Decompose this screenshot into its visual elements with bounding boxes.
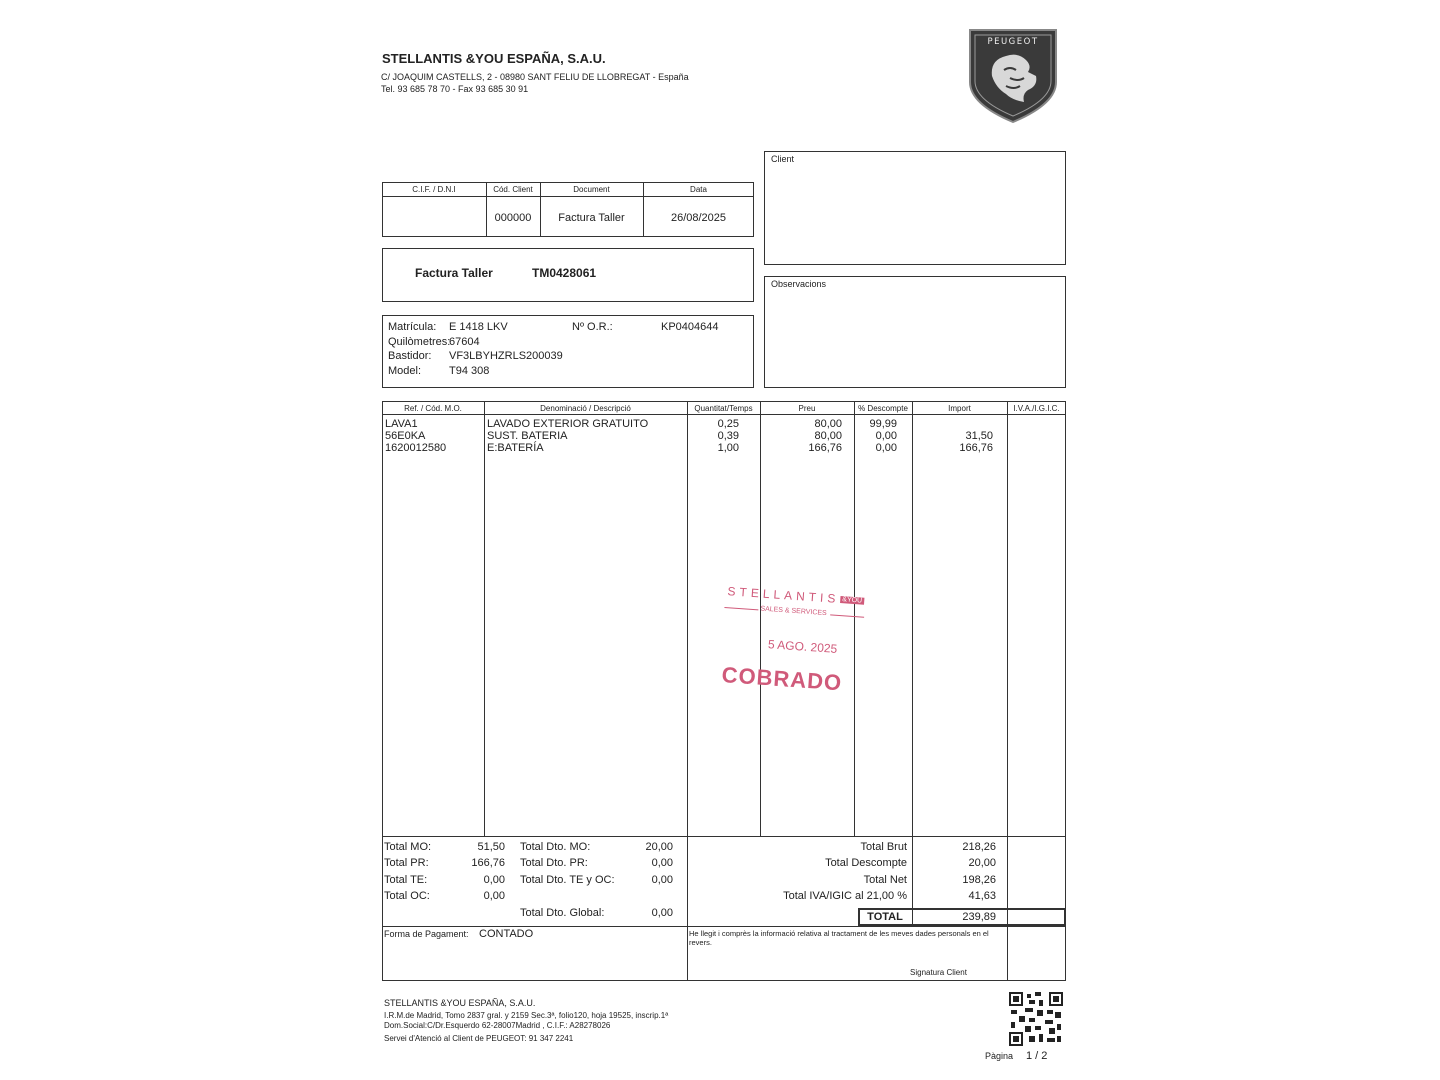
page-number: 1 / 2 — [1026, 1050, 1048, 1062]
vin-value: VF3LBYHZRLS200039 — [449, 350, 563, 362]
vin-label: Bastidor: — [388, 350, 432, 362]
date-value: 26/08/2025 — [670, 212, 727, 224]
client-code-label: Cód. Client — [493, 185, 533, 194]
table-row-discount: 99,99 — [869, 418, 897, 430]
cif-label: C.I.F. / D.N.I — [412, 185, 456, 194]
total-net-label: Total Net — [863, 874, 907, 886]
logo-brand: PEUGEOT — [987, 37, 1039, 47]
km-value: 67604 — [449, 336, 480, 348]
table-row-ref: LAVA1 — [385, 418, 418, 430]
observations-label: Observacions — [771, 279, 827, 289]
total-dto-global-value: 0,00 — [651, 907, 673, 919]
total-net-value: 198,26 — [962, 874, 996, 886]
col-description: Denominació / Descripció — [540, 404, 631, 413]
total-oc-label: Total OC: — [384, 890, 430, 902]
stamp-status: COBRADO — [720, 661, 844, 696]
observations-box — [764, 276, 1066, 388]
footer-company: STELLANTIS &YOU ESPAÑA, S.A.U. — [384, 998, 536, 1008]
model-label: Model: — [388, 365, 422, 377]
total-dto-mo-label: Total Dto. MO: — [520, 841, 591, 853]
footer-service: Servei d'Atenció al Client de PEUGEOT: 91 347 2241 — [384, 1034, 574, 1043]
document-label: Document — [573, 185, 610, 194]
paid-stamp — [716, 580, 874, 710]
total-dto-te-value: 0,00 — [651, 874, 673, 886]
table-row-amount: 166,76 — [959, 442, 993, 454]
total-dto-te-label: Total Dto. TE y OC: — [520, 874, 615, 886]
col-amount: Import — [948, 404, 971, 413]
client-code-value: 000000 — [494, 212, 532, 224]
peugeot-lion-shield-icon — [966, 24, 1060, 124]
company-address: C/ JOAQUIM CASTELLS, 2 - 08980 SANT FELIU DE LLOBREGAT - España — [381, 72, 689, 82]
table-row-description: LAVADO EXTERIOR GRATUITO — [487, 418, 649, 430]
table-row-price: 80,00 — [814, 430, 842, 442]
model-value: T94 308 — [449, 365, 490, 377]
table-row-quantity: 0,39 — [717, 430, 739, 442]
stamp-sub: SALES & SERVICES — [760, 605, 827, 618]
total-vat-value: 41,63 — [968, 890, 996, 902]
col-price: Preu — [798, 404, 816, 413]
plate-value: E 1418 LKV — [449, 321, 508, 333]
document-value: Factura Taller — [558, 212, 625, 224]
stamp-brand: STELLANTIS — [727, 584, 840, 606]
total-dto-global-label: Total Dto. Global: — [520, 907, 605, 919]
date-label: Data — [690, 185, 707, 194]
client-label: Client — [771, 154, 795, 164]
payment-label: Forma de Pagament: — [384, 929, 469, 939]
table-row-price: 166,76 — [808, 442, 842, 454]
total-brut-value: 218,26 — [962, 841, 996, 853]
total-mo-label: Total MO: — [384, 841, 432, 853]
grand-total-value: 239,89 — [962, 911, 996, 923]
footer-registry: I.R.M.de Madrid, Tomo 2837 gral. y 2159 Sec.3ª, folio120, hoja 19525, inscrip.1ª — [384, 1011, 669, 1020]
table-row-amount: 31,50 — [965, 430, 993, 442]
total-dto-pr-value: 0,00 — [651, 857, 673, 869]
signature-label: Signatura Client — [910, 968, 967, 977]
repair-order-label: Nº O.R.: — [572, 321, 613, 333]
total-discount-value: 20,00 — [968, 857, 996, 869]
total-vat-label: Total IVA/IGIC al 21,00 % — [783, 890, 907, 902]
table-row-description: E:BATERÍA — [487, 442, 544, 454]
privacy-note: He llegit i comprès la informació relativa al tractament de les meves dades personals en el revers. — [689, 929, 989, 947]
table-row-quantity: 0,25 — [717, 418, 739, 430]
total-pr-label: Total PR: — [384, 857, 429, 869]
client-box — [764, 151, 1066, 265]
qr-code-icon — [1009, 992, 1063, 1046]
table-row-description: SUST. BATERIA — [487, 430, 568, 442]
col-ref: Ref. / Cód. M.O. — [404, 404, 462, 413]
invoice-number: TM0428061 — [532, 266, 597, 280]
table-row-discount: 0,00 — [875, 442, 897, 454]
col-quantity: Quantitat/Temps — [694, 404, 753, 413]
km-label: Quilòmetres: — [388, 336, 451, 348]
payment-value: CONTADO — [479, 928, 534, 940]
total-dto-mo-value: 20,00 — [645, 841, 673, 853]
repair-order-value: KP0404644 — [661, 321, 719, 333]
total-pr-value: 166,76 — [471, 857, 505, 869]
footer-address: Dom.Social:C/Dr.Esquerdo 62-28007Madrid , C.I.F.: A28278026 — [384, 1021, 611, 1030]
total-te-value: 0,00 — [483, 874, 505, 886]
company-phone: Tel. 93 685 78 70 - Fax 93 685 30 91 — [381, 84, 529, 94]
page-label: Pàgina — [985, 1051, 1014, 1061]
total-discount-label: Total Descompte — [825, 857, 907, 869]
invoice-type: Factura Taller — [415, 266, 493, 280]
col-discount: % Descompte — [858, 404, 908, 413]
table-row-ref: 1620012580 — [385, 442, 447, 454]
stamp-badge: &YOU — [842, 596, 863, 605]
total-te-label: Total TE: — [384, 874, 428, 886]
total-dto-pr-label: Total Dto. PR: — [520, 857, 588, 869]
table-row-price: 80,00 — [814, 418, 842, 430]
total-oc-value: 0,00 — [483, 890, 505, 902]
table-row-quantity: 1,00 — [717, 442, 739, 454]
company-name: STELLANTIS &YOU ESPAÑA, S.A.U. — [382, 51, 606, 66]
total-mo-value: 51,50 — [477, 841, 505, 853]
total-brut-label: Total Brut — [860, 841, 907, 853]
stamp-date: 5 AGO. 2025 — [767, 637, 838, 656]
plate-label: Matrícula: — [388, 321, 437, 333]
table-row-ref: 56E0KA — [385, 430, 426, 442]
col-vat: I.V.A./I.G.I.C. — [1013, 404, 1060, 413]
table-row-discount: 0,00 — [875, 430, 897, 442]
grand-total-label: TOTAL — [867, 911, 903, 923]
